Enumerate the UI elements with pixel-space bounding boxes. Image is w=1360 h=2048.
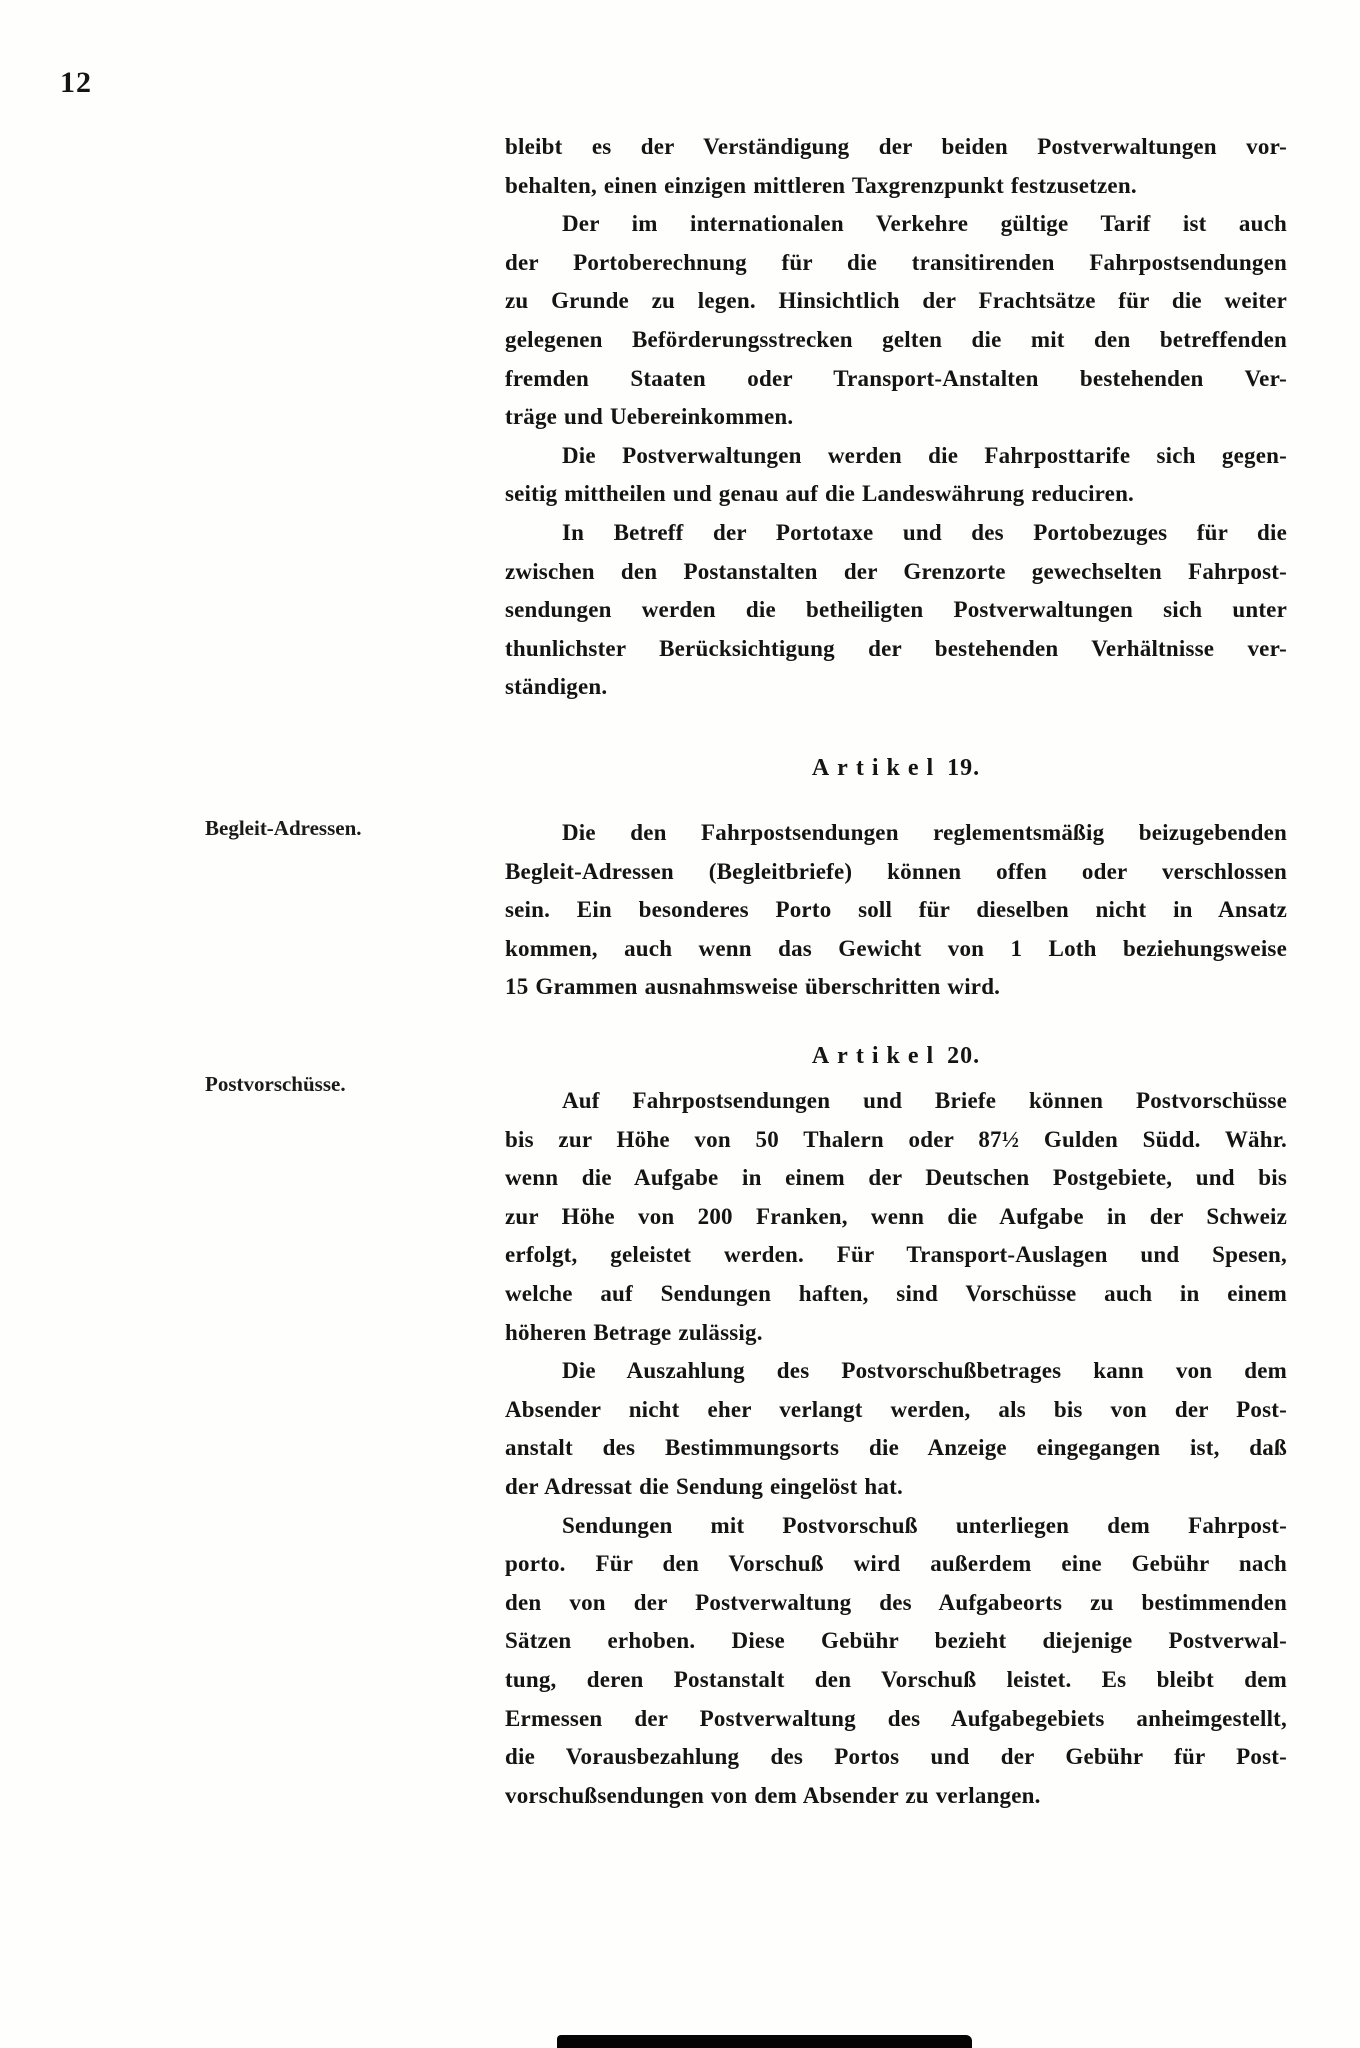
text-line: anstalt des Bestimmungsorts die Anzeige eingegangen ist, daß [505,1435,1287,1461]
text-line: Die Auszahlung des Postvorschußbetrages kann von dem [562,1358,1287,1384]
text-line: die Vorausbezahlung des Portos und der Gebühr für Post- [505,1744,1287,1770]
text-line: der Adressat die Sendung eingelöst hat. [505,1473,903,1499]
text-block-article18 [505,128,1287,707]
scan-artifact-bar [557,2035,972,2048]
article-19-word: Artikel [811,755,942,781]
text-line: träge und Uebereinkommen. [505,404,794,430]
text-line: fremden Staaten oder Transport-Anstalten bestehenden Ver- [505,365,1287,391]
text-line: Ermessen der Postverwaltung des Aufgabegebiets anheimgestellt, [505,1705,1287,1731]
margin-note-begleit-adressen: Begleit-Adressen. [205,816,362,840]
article-19-number: 19. [947,755,981,781]
text-line: zwischen den Postanstalten der Grenzorte gewechselten Fahrpost- [505,558,1287,584]
text-line: erfolgt, geleistet werden. Für Transport-Auslagen und Spesen, [505,1242,1287,1268]
text-line: der Portoberechnung für die transitirenden Fahrpostsendungen [505,249,1287,275]
text-line: Sätzen erhoben. Diese Gebühr bezieht diejenige Postverwal- [505,1628,1287,1654]
text-line: vorschußsendungen von dem Absender zu verlangen. [505,1782,1041,1808]
text-block-article19 [505,814,1287,1007]
margin-note-postvorschuesse: Postvorschüsse. [205,1072,346,1096]
text-line: zu Grunde zu legen. Hinsichtlich der Frachtsätze für die weiter [505,288,1287,314]
text-line: sein. Ein besonderes Porto soll für dieselben nicht in Ansatz [505,897,1287,923]
text-block-article20 [505,1082,1287,1815]
text-line: den von der Postverwaltung des Aufgabeorts zu bestimmenden [505,1589,1287,1615]
text-line: thunlichster Berücksichtigung der bestehenden Verhältnisse ver- [505,635,1287,661]
text-line: Begleit-Adressen (Begleitbriefe) können offen oder verschlossen [505,858,1287,884]
text-line: Die den Fahrpostsendungen reglementsmäßig beizugebenden [562,820,1287,845]
article-20-word: Artikel [811,1043,942,1069]
text-line: bis zur Höhe von 50 Thalern oder 87½ Gulden Südd. Währ. [505,1126,1287,1152]
text-line: gelegenen Beförderungsstrecken gelten die mit den betreffenden [505,326,1287,352]
article-20-heading [505,1036,1287,1076]
text-line: 15 Grammen ausnahmsweise überschritten wird. [505,974,1001,1000]
text-line: Auf Fahrpostsendungen und Briefe können Postvorschüsse [562,1088,1287,1113]
text-line: Sendungen mit Postvorschuß unterliegen dem Fahrpost- [562,1512,1287,1538]
text-line: tung, deren Postanstalt den Vorschuß leistet. Es bleibt dem [505,1666,1287,1692]
text-line: kommen, auch wenn das Gewicht von 1 Loth beziehungsweise [505,935,1287,961]
text-line: Absender nicht eher verlangt werden, als bis von der Post- [505,1396,1287,1422]
text-line: wenn die Aufgabe in einem der Deutschen Postgebiete, und bis [505,1165,1287,1191]
text-line: bleibt es der Verständigung der beiden Postverwaltungen vor- [505,134,1287,159]
text-line: Der im internationalen Verkehre gültige Tarif ist auch [562,211,1287,237]
article-19-heading [505,748,1287,788]
text-line: behalten, einen einzigen mittleren Taxgrenzpunkt festzusetzen. [505,172,1137,198]
text-line: sendungen werden die betheiligten Postverwaltungen sich unter [505,597,1287,623]
text-line: welche auf Sendungen haften, sind Vorschüsse auch in einem [505,1280,1287,1306]
page-number: 12 [60,66,92,99]
text-line: porto. Für den Vorschuß wird außerdem eine Gebühr nach [505,1551,1287,1577]
text-line: In Betreff der Portotaxe und des Portobezuges für die [562,519,1287,545]
article-20-number: 20. [947,1043,981,1069]
text-line: Die Postverwaltungen werden die Fahrposttarife sich gegen- [562,442,1287,468]
text-line: zur Höhe von 200 Franken, wenn die Aufgabe in der Schweiz [505,1203,1287,1229]
text-line: seitig mittheilen und genau auf die Landeswährung reduciren. [505,481,1135,507]
text-line: höheren Betrage zulässig. [505,1319,763,1345]
text-line: ständigen. [505,674,608,700]
